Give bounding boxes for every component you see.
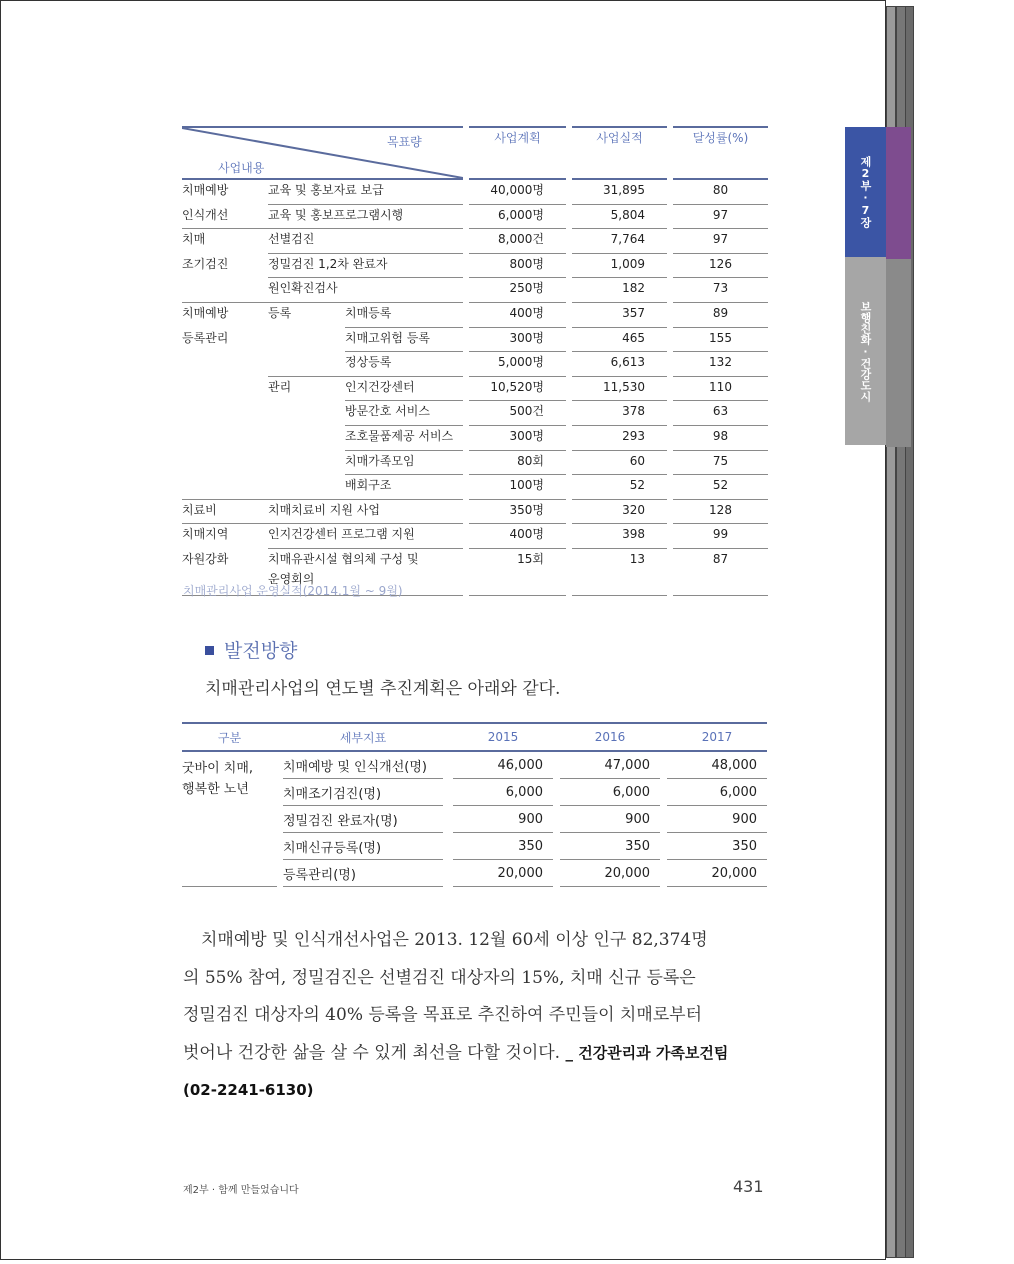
value-cell: 6,000 [453,779,553,806]
rate-cell: 110 [673,377,768,402]
value-cell: 350 [560,833,660,860]
plan-cell: 250명 [469,278,566,303]
row-item: 방문간호 서비스 [345,401,463,426]
intro-text: 치매관리사업의 연도별 추진계획은 아래와 같다. [205,679,561,699]
table-header-row [182,126,768,180]
result-cell: 398 [572,524,667,549]
result-cell: 5,804 [572,205,667,230]
value-cell: 20,000 [453,860,553,887]
table-row [182,752,767,779]
result-cell: 52 [572,475,667,500]
plan-table [182,722,767,887]
row-category: 자원강화 [182,549,268,596]
row-item: 인지건강센터 프로그램 지원 [268,524,463,549]
result-cell: 60 [572,451,667,476]
plan-cell: 300명 [469,426,566,451]
value-cell: 350 [667,833,767,860]
row-item: 선별검진 [268,229,463,254]
row-category [182,278,268,303]
paragraph-line: 의 55% 참여, 정밀검진은 선별검진 대상자의 15%, 치매 신규 등록은 [183,967,696,988]
row-subcategory: 등록 [268,305,292,320]
table-row [182,180,768,205]
rate-cell: 126 [673,254,768,279]
row-category: 치매 [182,232,206,247]
table-row [182,377,768,402]
tab-accent [886,127,911,259]
table-row [182,328,768,353]
table-row [182,500,768,525]
row-item: 정상등록 [345,352,463,377]
header-year: 2016 [560,722,660,752]
page-number: 431 [733,1177,764,1196]
table-row [182,524,768,549]
value-cell: 48,000 [667,752,767,779]
row-category: 인식개선 [182,205,268,230]
rate-cell: 73 [673,278,768,303]
result-cell: 13 [572,549,667,596]
row-item: 교육 및 홍보프로그램시행 [268,205,463,230]
rate-cell: 87 [673,549,768,596]
row-item: 치매가족모임 [345,451,463,476]
result-cell: 182 [572,278,667,303]
row-item: 정밀검진 1,2차 완료자 [268,254,463,279]
header-target: 목표량 [387,135,422,149]
results-table [182,126,768,596]
header-plan: 사업계획 [469,126,566,180]
value-cell: 6,000 [560,779,660,806]
rate-cell: 97 [673,205,768,230]
header-result: 사업실적 [572,126,667,180]
table-row [182,426,768,451]
result-cell: 1,009 [572,254,667,279]
rate-cell: 128 [673,500,768,525]
result-cell: 11,530 [572,377,667,402]
row-item: 인지건강센터 [345,377,463,402]
row-subcategory [268,328,345,353]
indicator-cell: 치매신규등록(명) [283,833,443,860]
header-category: 구분 [182,722,277,752]
section-heading [205,636,297,663]
row-item-line: 운영회의 [268,571,315,586]
table-row [182,229,768,254]
indicator-cell: 치매예방 및 인식개선(명) [283,752,443,779]
paragraph-text: 벗어나 건강한 삶을 살 수 있게 최선을 다할 것이다. [183,1042,561,1063]
row-item: 치매고위험 등록 [345,328,463,353]
value-cell: 900 [560,806,660,833]
plan-cell: 400명 [469,303,566,328]
rate-cell: 99 [673,524,768,549]
result-cell: 465 [572,328,667,353]
phone-number: (02-2241-6130) [183,1081,314,1099]
row-category: 등록관리 [182,330,229,345]
indicator-cell: 등록관리(명) [283,860,443,887]
paragraph-line: 정밀검진 대상자의 40% 등록을 목표로 추진하여 주민들이 치매로부터 [183,1005,703,1025]
paragraph-text: 치매예방 및 인식개선사업은 2013. 12월 60세 이상 인구 82,374명 [201,930,708,950]
row-category: 치매예방 [182,183,229,197]
table-row [182,303,768,328]
team-name: _ 건강관리과 가족보건팀 [565,1043,729,1062]
square-bullet-icon [205,646,214,655]
row-category: 치매지역 [182,527,229,542]
rate-cell: 155 [673,328,768,353]
row-category: 치매예방 [182,305,229,320]
table-row [182,475,768,500]
row-item: 교육 및 홍보자료 보급 [268,180,463,205]
indicator-cell: 치매조기검진(명) [283,779,443,806]
plan-cell: 300명 [469,328,566,353]
value-cell: 20,000 [667,860,767,887]
table-row [182,278,768,303]
tab-accent [886,259,911,447]
table-row [182,254,768,279]
rate-cell: 98 [673,426,768,451]
rate-cell: 89 [673,303,768,328]
header-year: 2017 [667,722,767,752]
plan-cell: 5,000명 [469,352,566,377]
plan-cell: 400명 [469,524,566,549]
table-row [182,401,768,426]
rate-cell: 75 [673,451,768,476]
result-cell: 6,613 [572,352,667,377]
row-subcategory: 관리 [268,379,292,394]
header-year: 2015 [453,722,553,752]
paragraph-line [183,1035,763,1073]
group-label [182,752,277,887]
plan-cell: 500건 [469,401,566,426]
value-cell: 900 [453,806,553,833]
row-item: 치매등록 [345,303,463,328]
table-caption: 치매관리사업 운영실적(2014.1월 ~ 9월) [183,584,403,598]
result-cell: 378 [572,401,667,426]
result-cell: 7,764 [572,229,667,254]
rate-cell: 63 [673,401,768,426]
row-item: 원인확진검사 [268,278,463,303]
row-item: 치매치료비 지원 사업 [268,500,463,525]
paragraph-line [183,1072,763,1110]
row-category: 조기검진 [182,256,229,271]
rate-cell: 52 [673,475,768,500]
header-indicator: 세부지표 [283,722,443,752]
group-label-line: 행복한 노년 [182,782,249,797]
value-cell: 46,000 [453,752,553,779]
row-item: 조호물품제공 서비스 [345,426,463,451]
chapter-tab[interactable]: 제2부·7장 [845,127,886,257]
plan-cell: 8,000건 [469,229,566,254]
result-cell: 31,895 [572,180,667,205]
table-row [182,205,768,230]
table-row [182,451,768,476]
rate-cell: 80 [673,180,768,205]
section-title: 발전방향 [224,640,298,662]
row-item-line: 치매유관시설 협의체 구성 및 [268,551,419,566]
value-cell: 6,000 [667,779,767,806]
footer-text: 제2부 · 함께 만들었습니다 [183,1185,299,1196]
table-row [182,352,768,377]
plan-cell: 350명 [469,500,566,525]
plan-cell: 100명 [469,475,566,500]
value-cell: 350 [453,833,553,860]
plan-cell: 800명 [469,254,566,279]
section-tab[interactable]: 보행친화·건강도시 [845,257,886,445]
result-cell: 320 [572,500,667,525]
header-rate: 달성률(%) [673,126,768,180]
rate-cell: 97 [673,229,768,254]
row-subcategory [268,352,345,377]
row-category: 치료비 [182,500,268,525]
indicator-cell: 정밀검진 완료자(명) [283,806,443,833]
header-content: 사업내용 [218,161,265,175]
plan-cell: 80회 [469,451,566,476]
group-label-line: 굿바이 치매, [182,761,254,776]
plan-cell: 40,000명 [469,180,566,205]
plan-cell: 15회 [469,549,566,596]
rate-cell: 132 [673,352,768,377]
result-cell: 293 [572,426,667,451]
table-header-row [182,722,767,752]
paragraph-line [183,922,763,960]
body-paragraph [183,922,763,1110]
plan-cell: 10,520명 [469,377,566,402]
value-cell: 20,000 [560,860,660,887]
value-cell: 900 [667,806,767,833]
value-cell: 47,000 [560,752,660,779]
plan-cell: 6,000명 [469,205,566,230]
result-cell: 357 [572,303,667,328]
row-item: 배회구조 [345,475,463,500]
